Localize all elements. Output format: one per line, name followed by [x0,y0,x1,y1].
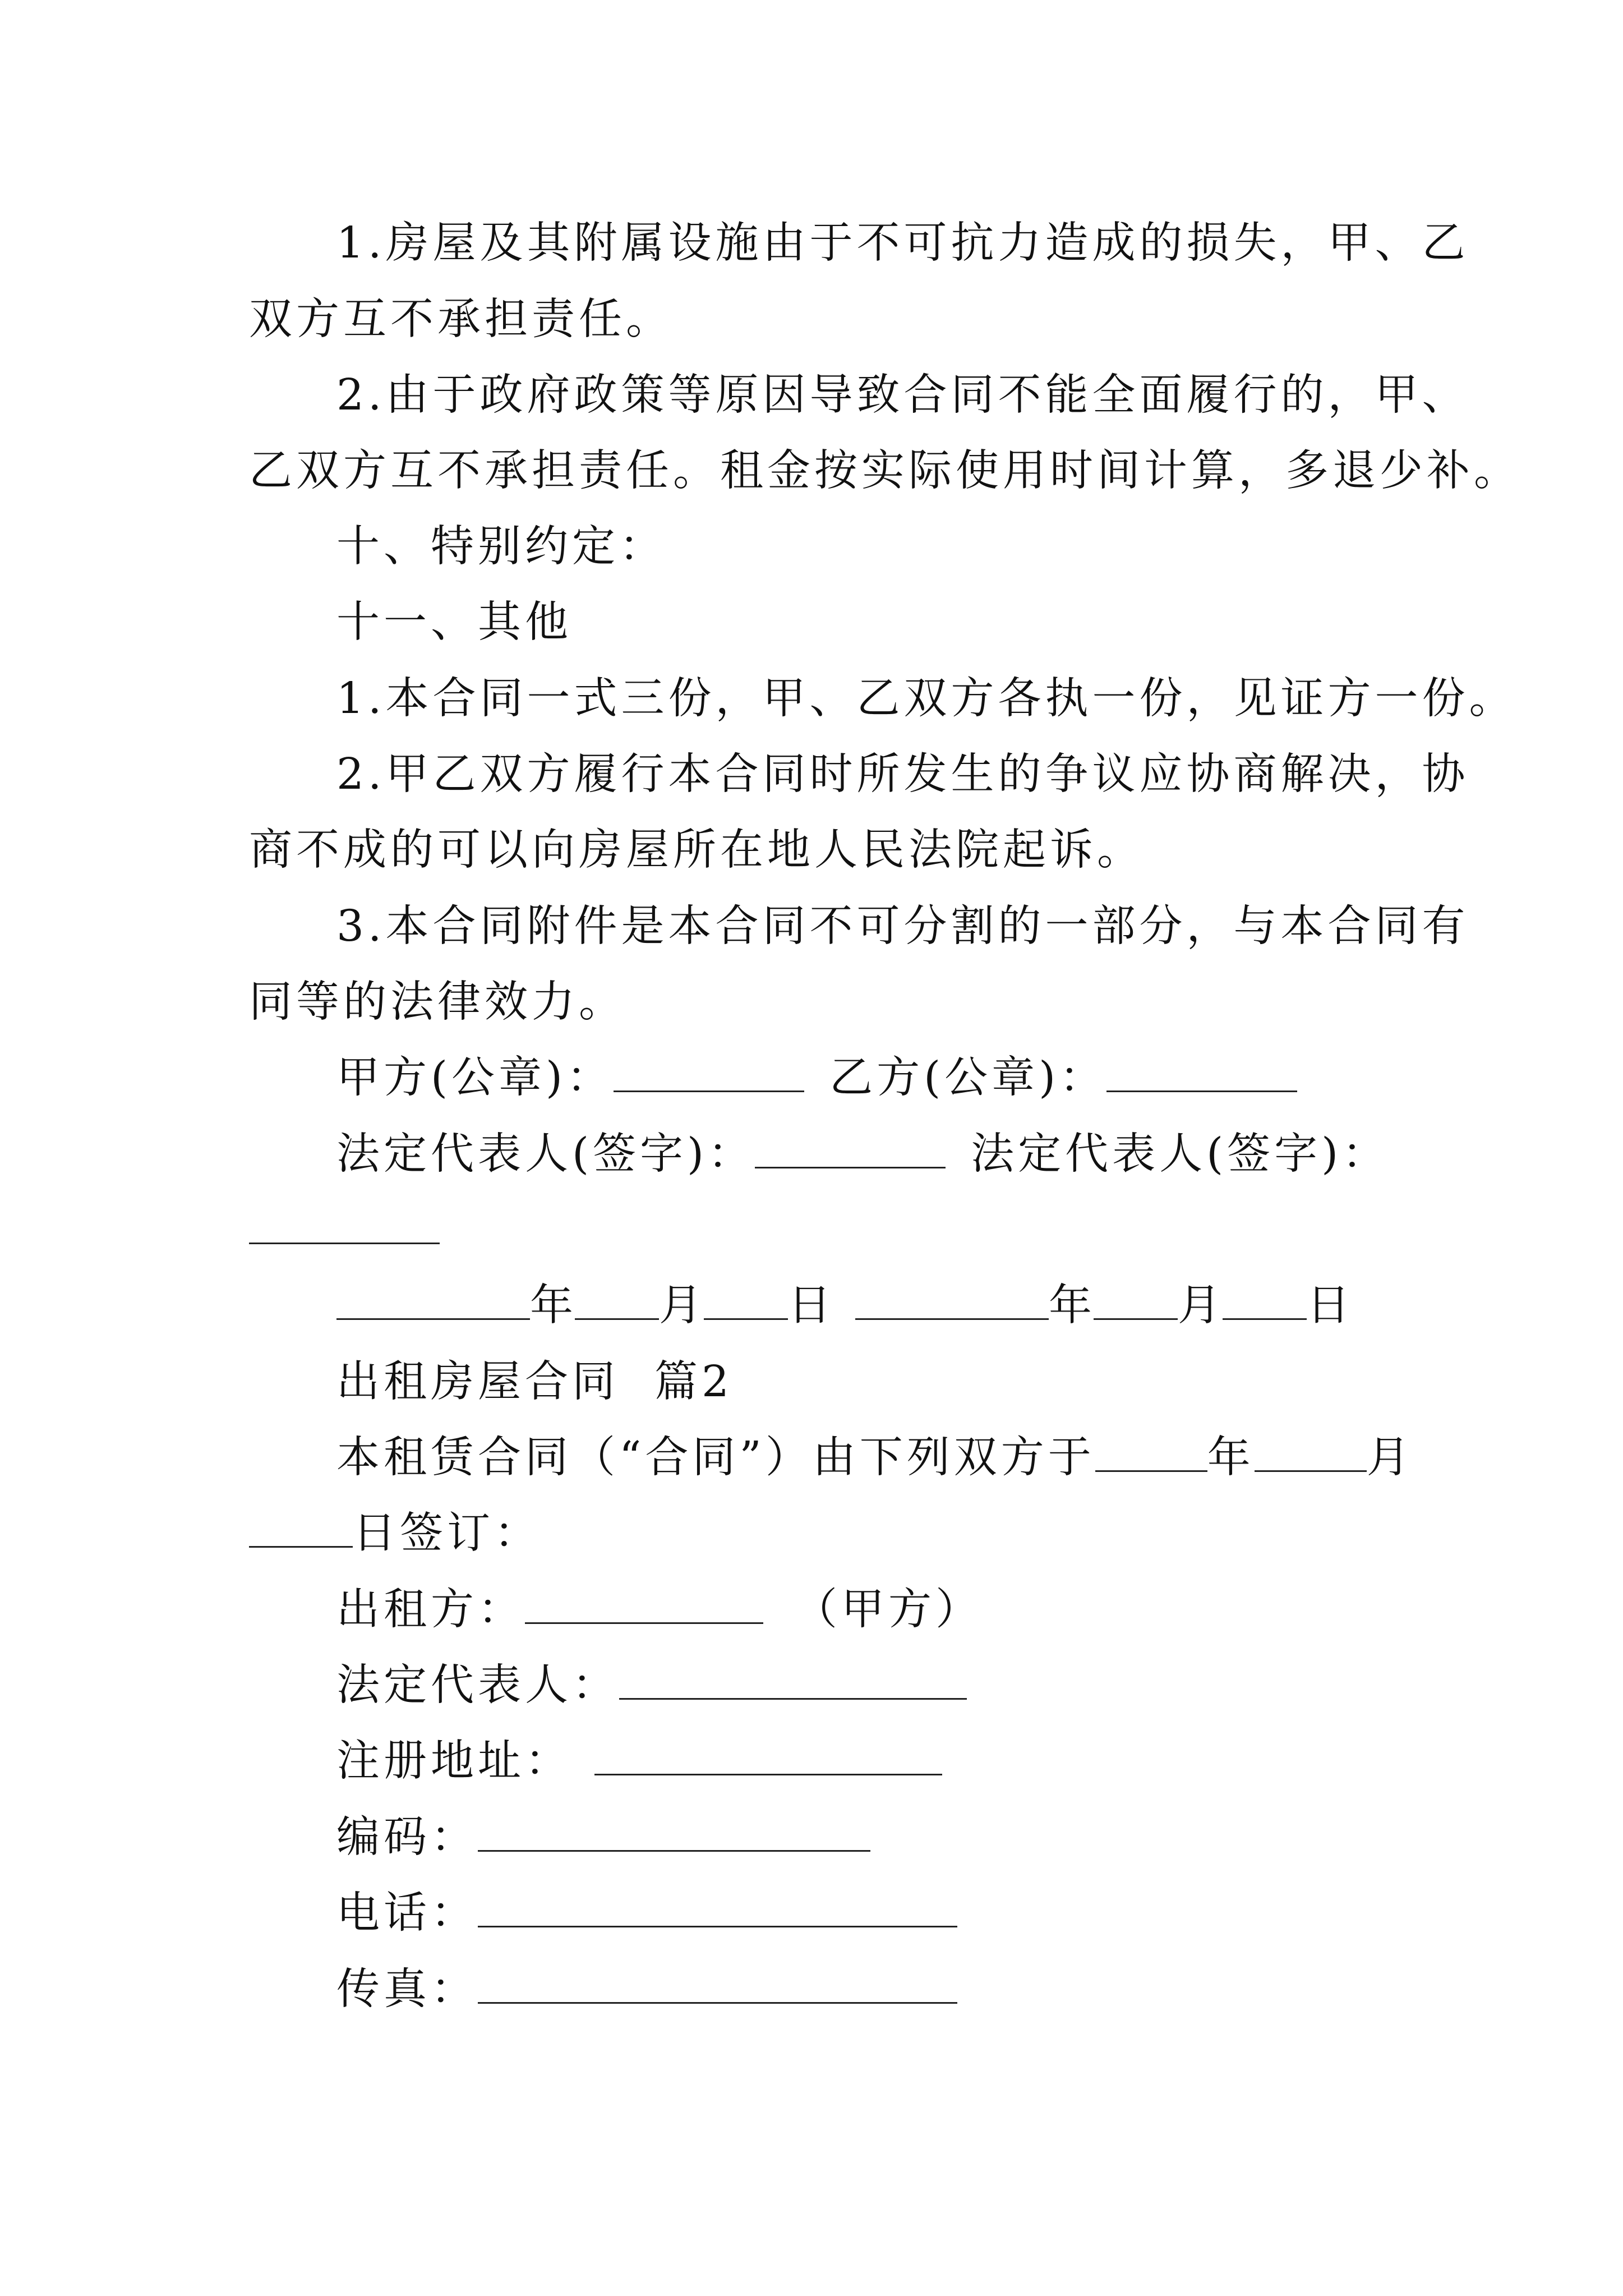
intro-line [336,1430,1414,1486]
fax-label: 传真： [336,1964,478,2014]
lessor-suffix: （甲方） [794,1585,983,1635]
address-blank[interactable] [594,1734,942,1775]
code-field [336,1810,870,1866]
day-a-label: 日 [788,1281,833,1331]
intro-month-blank[interactable] [1255,1431,1367,1472]
party-b-seal-blank[interactable] [1106,1051,1297,1092]
paragraph-line: 1.本合同一式三份，甲、乙双方各执一份，见证方一份。 [336,674,1516,724]
paragraph-line: 同等的法律效力。 [249,977,626,1027]
phone-field [336,1885,957,1941]
lessor-blank[interactable] [525,1583,763,1624]
phone-blank[interactable] [478,1887,957,1927]
intro-end-text: 日签订： [353,1508,541,1558]
fax-field [336,1962,957,2018]
paragraph-line: 2.由于政府政策等原因导致合同不能全面履行的，甲、 [336,370,1469,420]
paragraph-line: 1.房屋及其附属设施由于不可抗力造成的损失，甲、乙 [336,218,1469,268]
phone-label: 电话： [336,1888,478,1938]
year-a-blank[interactable] [336,1279,530,1320]
section-heading: 十一、其他 [336,597,572,647]
month-a-label: 月 [659,1281,704,1331]
rep-b-label: 法定代表人(签字)： [971,1129,1390,1179]
party-a-seal-label: 甲方(公章)： [336,1053,614,1103]
rep-b-blank[interactable] [249,1203,440,1244]
month-a-blank[interactable] [575,1279,659,1320]
rep-a-label: 法定代表人(签字)： [336,1129,755,1179]
seal-line [336,1050,1297,1106]
address-label: 注册地址： [336,1736,572,1786]
legal-rep-field [336,1658,967,1714]
rep-a-blank[interactable] [755,1128,946,1168]
year-a-label: 年 [530,1281,575,1331]
legal-rep-blank[interactable] [619,1659,967,1700]
fax-blank[interactable] [478,1963,957,2004]
paragraph-line: 3.本合同附件是本合同不可分割的一部分，与本合同有 [336,901,1469,951]
paragraph-line: 商不成的可以向房屋所在地人民法院起诉。 [249,825,1144,875]
year-b-blank[interactable] [855,1279,1049,1320]
day-a-blank[interactable] [704,1279,788,1320]
intro-month-label: 月 [1366,1433,1414,1483]
lessor-line [336,1582,983,1638]
party-b-seal-label: 乙方(公章)： [829,1053,1107,1103]
day-b-label: 日 [1307,1281,1352,1331]
code-blank[interactable] [478,1811,870,1852]
representative-line [336,1126,1389,1182]
intro-line-2 [249,1506,541,1562]
date-line [336,1278,1352,1334]
lessor-label: 出租方： [336,1585,525,1635]
rep-b-continuation [249,1202,440,1258]
intro-year-blank[interactable] [1095,1431,1207,1472]
address-field [336,1733,942,1789]
intro-day-blank[interactable] [249,1507,353,1548]
paragraph-line: 乙双方互不承担责任。租金按实际使用时间计算，多退少补。 [249,446,1521,496]
month-b-label: 月 [1178,1281,1223,1331]
party-a-seal-blank[interactable] [614,1051,804,1092]
day-b-blank[interactable] [1223,1279,1307,1320]
year-b-label: 年 [1049,1281,1094,1331]
month-b-blank[interactable] [1094,1279,1178,1320]
legal-rep-label: 法定代表人： [336,1660,619,1710]
paragraph-line: 双方互不承担责任。 [249,295,673,344]
intro-year-label: 年 [1207,1433,1255,1483]
section-title: 出租房屋合同 篇2 [336,1357,733,1407]
section-heading: 十、特别约定： [336,522,666,572]
paragraph-line: 2.甲乙双方履行本合同时所发生的争议应协商解决，协 [336,749,1469,799]
intro-text: 本租赁合同（“合同”）由下列双方于 [336,1433,1095,1483]
code-label: 编码： [336,1812,478,1862]
